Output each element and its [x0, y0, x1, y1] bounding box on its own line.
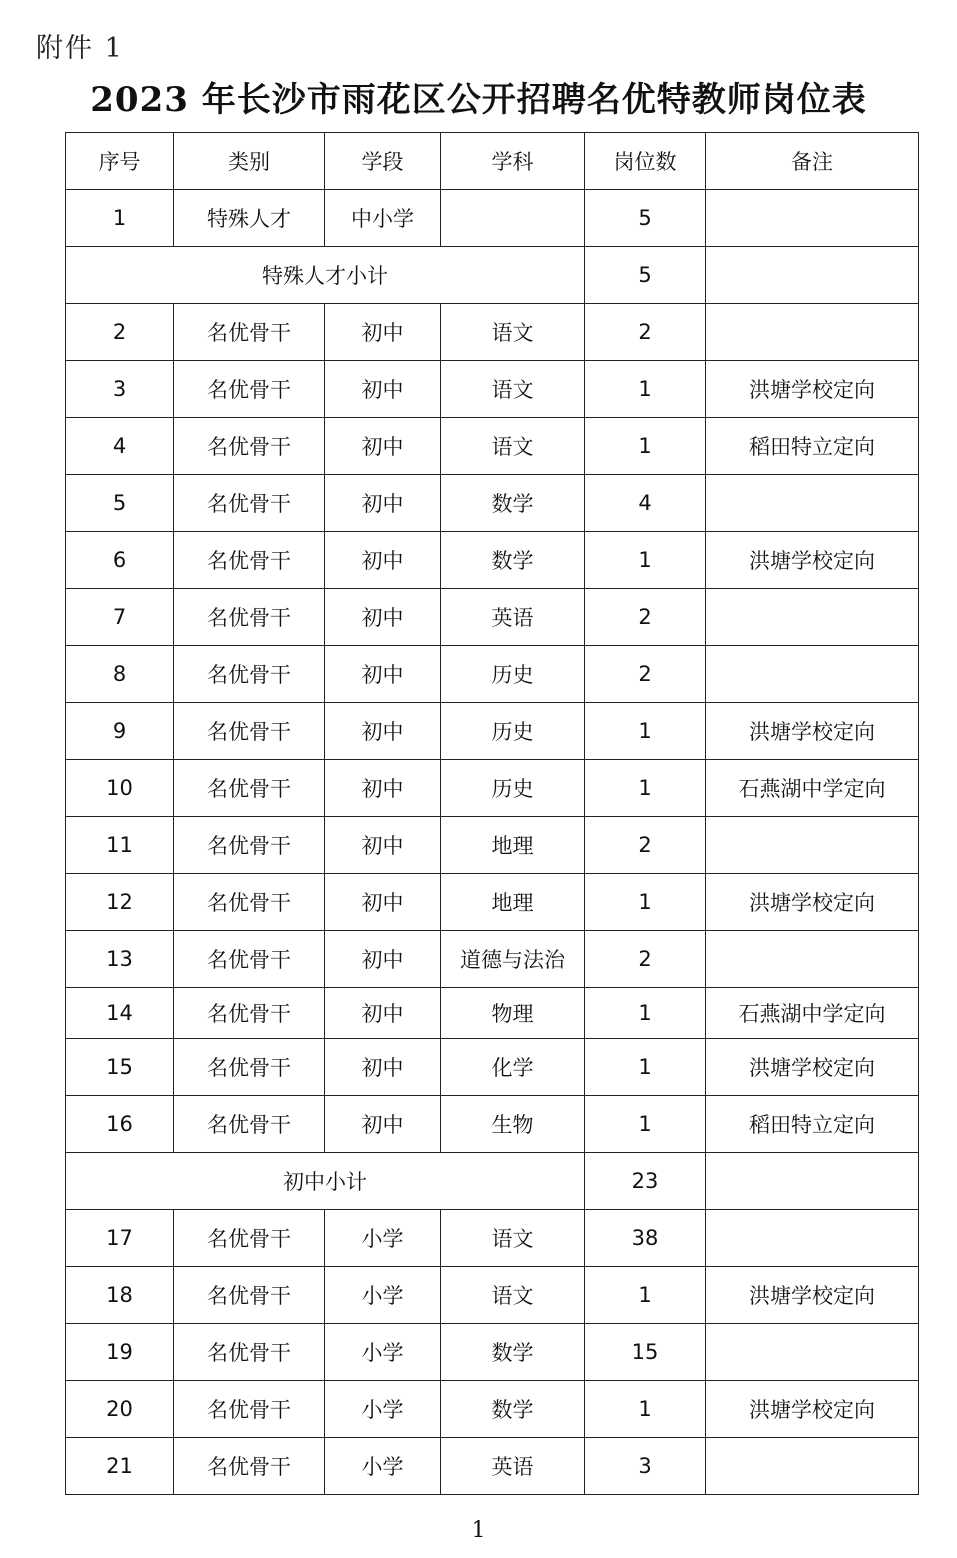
cell-no: 3	[66, 361, 174, 418]
page-number: 1	[471, 1518, 486, 1543]
cell-subject: 语文	[441, 418, 585, 475]
header-category: 类别	[174, 133, 325, 190]
cell-note: 洪塘学校定向	[706, 1381, 919, 1438]
cell-subject: 化学	[441, 1039, 585, 1096]
table-row	[66, 532, 919, 589]
cell-stage: 初中	[325, 703, 441, 760]
cell-subject	[441, 190, 585, 247]
cell-note	[706, 1438, 919, 1495]
cell-count: 1	[585, 874, 706, 931]
cell-no: 20	[66, 1381, 174, 1438]
cell-note: 洪塘学校定向	[706, 361, 919, 418]
cell-subject: 语文	[441, 1210, 585, 1267]
cell-note	[706, 589, 919, 646]
cell-note: 稻田特立定向	[706, 418, 919, 475]
cell-note: 洪塘学校定向	[706, 1039, 919, 1096]
cell-category: 名优骨干	[174, 874, 325, 931]
cell-count: 1	[585, 1096, 706, 1153]
cell-no: 18	[66, 1267, 174, 1324]
cell-stage: 小学	[325, 1210, 441, 1267]
cell-count: 2	[585, 931, 706, 988]
header-note: 备注	[706, 133, 919, 190]
positions-table	[65, 132, 919, 1495]
cell-stage: 初中	[325, 874, 441, 931]
cell-note	[706, 1210, 919, 1267]
cell-stage: 小学	[325, 1438, 441, 1495]
cell-stage: 初中	[325, 475, 441, 532]
cell-count: 2	[585, 589, 706, 646]
table-header-row	[66, 133, 919, 190]
table-row	[66, 988, 919, 1039]
table-row	[66, 361, 919, 418]
cell-category: 名优骨干	[174, 361, 325, 418]
cell-category: 名优骨干	[174, 931, 325, 988]
cell-stage: 初中	[325, 304, 441, 361]
cell-subject: 语文	[441, 304, 585, 361]
header-no: 序号	[66, 133, 174, 190]
cell-category: 名优骨干	[174, 1096, 325, 1153]
subtotal-count: 23	[585, 1153, 706, 1210]
page-title: 2023 年长沙市雨花区公开招聘名优特教师岗位表	[90, 80, 867, 120]
table-row	[66, 418, 919, 475]
cell-no: 15	[66, 1039, 174, 1096]
subtotal-row	[66, 247, 919, 304]
cell-note: 石燕湖中学定向	[706, 760, 919, 817]
cell-stage: 小学	[325, 1381, 441, 1438]
cell-stage: 初中	[325, 532, 441, 589]
cell-stage: 初中	[325, 817, 441, 874]
table-row	[66, 874, 919, 931]
cell-subject: 地理	[441, 817, 585, 874]
cell-category: 名优骨干	[174, 1324, 325, 1381]
cell-subject: 地理	[441, 874, 585, 931]
header-stage: 学段	[325, 133, 441, 190]
subtotal-row	[66, 1153, 919, 1210]
table-row	[66, 589, 919, 646]
table-row	[66, 1267, 919, 1324]
cell-subject: 生物	[441, 1096, 585, 1153]
cell-stage: 初中	[325, 646, 441, 703]
cell-category: 名优骨干	[174, 1039, 325, 1096]
cell-stage: 初中	[325, 1039, 441, 1096]
cell-count: 1	[585, 418, 706, 475]
subtotal-count: 5	[585, 247, 706, 304]
cell-count: 38	[585, 1210, 706, 1267]
cell-count: 2	[585, 646, 706, 703]
cell-stage: 初中	[325, 1096, 441, 1153]
table-row	[66, 304, 919, 361]
cell-stage: 初中	[325, 361, 441, 418]
cell-count: 1	[585, 760, 706, 817]
cell-note	[706, 817, 919, 874]
cell-no: 2	[66, 304, 174, 361]
cell-subject: 物理	[441, 988, 585, 1039]
cell-subject: 道德与法治	[441, 931, 585, 988]
cell-no: 13	[66, 931, 174, 988]
cell-count: 1	[585, 361, 706, 418]
attachment-label: 附件 1	[36, 33, 124, 64]
cell-no: 6	[66, 532, 174, 589]
table-row	[66, 475, 919, 532]
cell-no: 14	[66, 988, 174, 1039]
cell-no: 9	[66, 703, 174, 760]
cell-subject: 语文	[441, 1267, 585, 1324]
cell-stage: 初中	[325, 988, 441, 1039]
cell-category: 名优骨干	[174, 988, 325, 1039]
cell-category: 名优骨干	[174, 1381, 325, 1438]
cell-subject: 数学	[441, 475, 585, 532]
table-body	[66, 190, 919, 1495]
table-row	[66, 190, 919, 247]
cell-subject: 历史	[441, 703, 585, 760]
cell-stage: 初中	[325, 589, 441, 646]
cell-count: 2	[585, 817, 706, 874]
cell-category: 特殊人才	[174, 190, 325, 247]
cell-count: 15	[585, 1324, 706, 1381]
cell-no: 1	[66, 190, 174, 247]
table-row	[66, 1324, 919, 1381]
cell-category: 名优骨干	[174, 475, 325, 532]
table-row	[66, 1096, 919, 1153]
cell-category: 名优骨干	[174, 760, 325, 817]
table-row	[66, 703, 919, 760]
cell-stage: 初中	[325, 931, 441, 988]
subtotal-label: 特殊人才小计	[66, 247, 585, 304]
cell-subject: 数学	[441, 1324, 585, 1381]
cell-count: 1	[585, 1267, 706, 1324]
cell-category: 名优骨干	[174, 589, 325, 646]
cell-count: 3	[585, 1438, 706, 1495]
cell-category: 名优骨干	[174, 703, 325, 760]
subtotal-note	[706, 247, 919, 304]
cell-no: 21	[66, 1438, 174, 1495]
cell-note: 稻田特立定向	[706, 1096, 919, 1153]
cell-note	[706, 475, 919, 532]
table-row	[66, 646, 919, 703]
cell-no: 10	[66, 760, 174, 817]
cell-subject: 英语	[441, 589, 585, 646]
cell-note	[706, 1324, 919, 1381]
cell-stage: 小学	[325, 1267, 441, 1324]
table-row	[66, 931, 919, 988]
cell-stage: 小学	[325, 1324, 441, 1381]
cell-subject: 历史	[441, 760, 585, 817]
header-subject: 学科	[441, 133, 585, 190]
cell-category: 名优骨干	[174, 304, 325, 361]
cell-category: 名优骨干	[174, 532, 325, 589]
cell-note: 洪塘学校定向	[706, 874, 919, 931]
cell-count: 4	[585, 475, 706, 532]
cell-note	[706, 646, 919, 703]
cell-note	[706, 190, 919, 247]
cell-stage: 中小学	[325, 190, 441, 247]
cell-category: 名优骨干	[174, 817, 325, 874]
cell-category: 名优骨干	[174, 418, 325, 475]
cell-note: 洪塘学校定向	[706, 532, 919, 589]
cell-category: 名优骨干	[174, 1210, 325, 1267]
cell-subject: 语文	[441, 361, 585, 418]
cell-count: 2	[585, 304, 706, 361]
cell-count: 1	[585, 1381, 706, 1438]
cell-no: 17	[66, 1210, 174, 1267]
cell-subject: 英语	[441, 1438, 585, 1495]
cell-count: 1	[585, 703, 706, 760]
cell-subject: 数学	[441, 532, 585, 589]
cell-note: 洪塘学校定向	[706, 703, 919, 760]
cell-subject: 历史	[441, 646, 585, 703]
cell-note: 石燕湖中学定向	[706, 988, 919, 1039]
subtotal-note	[706, 1153, 919, 1210]
cell-no: 11	[66, 817, 174, 874]
cell-no: 16	[66, 1096, 174, 1153]
cell-no: 7	[66, 589, 174, 646]
cell-category: 名优骨干	[174, 646, 325, 703]
cell-no: 5	[66, 475, 174, 532]
cell-count: 1	[585, 532, 706, 589]
cell-note: 洪塘学校定向	[706, 1267, 919, 1324]
cell-no: 4	[66, 418, 174, 475]
cell-count: 1	[585, 1039, 706, 1096]
cell-subject: 数学	[441, 1381, 585, 1438]
cell-no: 12	[66, 874, 174, 931]
cell-no: 19	[66, 1324, 174, 1381]
cell-category: 名优骨干	[174, 1267, 325, 1324]
cell-category: 名优骨干	[174, 1438, 325, 1495]
table-row	[66, 1039, 919, 1096]
table-row	[66, 1438, 919, 1495]
table-row	[66, 817, 919, 874]
table-row	[66, 1210, 919, 1267]
table-row	[66, 760, 919, 817]
table-row	[66, 1381, 919, 1438]
cell-no: 8	[66, 646, 174, 703]
cell-count: 5	[585, 190, 706, 247]
cell-stage: 初中	[325, 760, 441, 817]
cell-count: 1	[585, 988, 706, 1039]
cell-note	[706, 304, 919, 361]
subtotal-label: 初中小计	[66, 1153, 585, 1210]
cell-note	[706, 931, 919, 988]
cell-stage: 初中	[325, 418, 441, 475]
header-count: 岗位数	[585, 133, 706, 190]
